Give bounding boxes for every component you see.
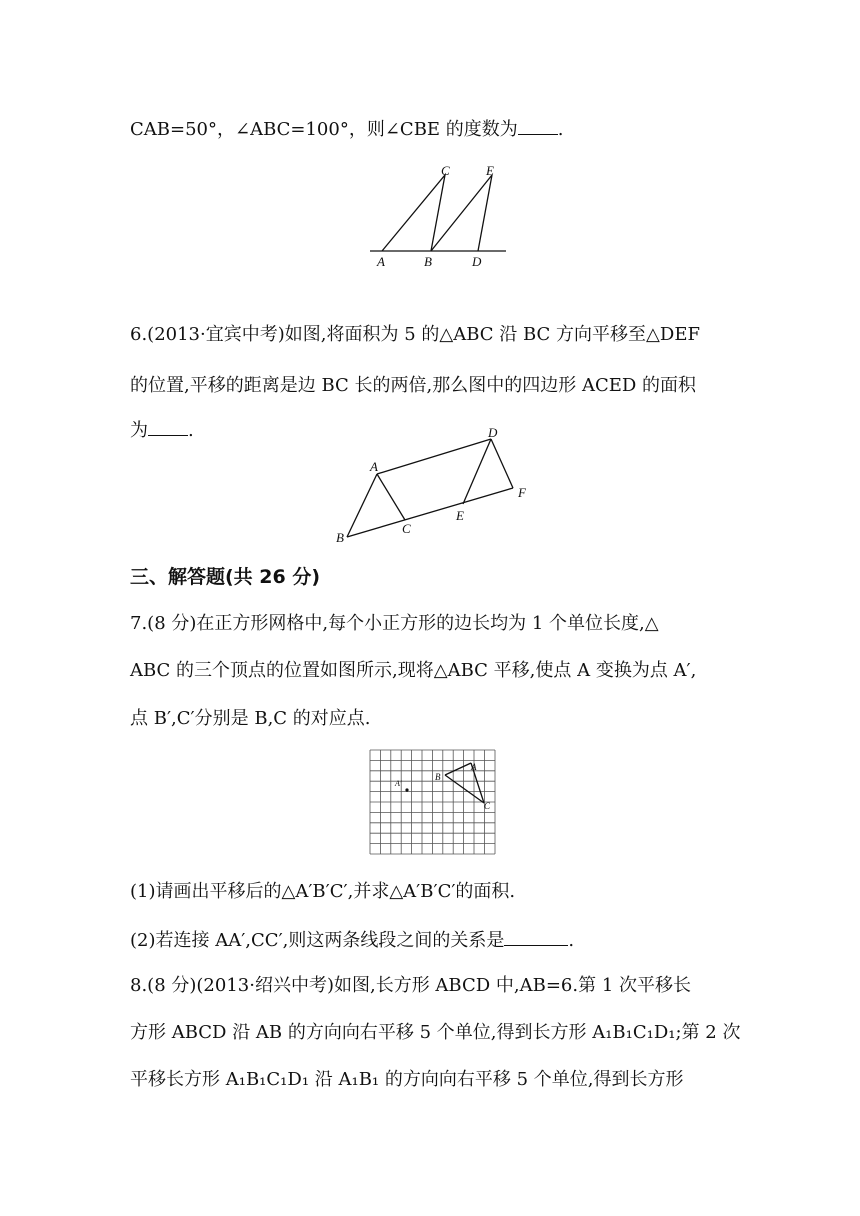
q7-sub-1: (1)请画出平移后的△A′B′C′,并求△A′B′C′的面积. bbox=[130, 881, 516, 902]
figure-parallel-translation bbox=[360, 160, 520, 272]
figure-grid-triangle bbox=[365, 745, 500, 857]
q8-line-3 bbox=[130, 1068, 684, 1092]
label-e: E bbox=[486, 163, 494, 178]
q8-line-2 bbox=[130, 1021, 740, 1045]
label-a: A bbox=[370, 459, 378, 474]
label-a: A bbox=[471, 762, 477, 772]
answer-blank bbox=[504, 927, 568, 946]
q8-line-2-start: 方形 ABCD 沿 AB 的方向向右平移 5 个单位,得到长方形 bbox=[130, 1022, 593, 1043]
label-d: D bbox=[472, 254, 482, 269]
q7-sub-2 bbox=[130, 927, 574, 953]
point-a-prime bbox=[405, 788, 408, 791]
label-c: C bbox=[402, 521, 411, 536]
segment-ab bbox=[347, 474, 377, 537]
q7-line-3: 点 B′,C′分别是 B,C 的对应点. bbox=[130, 708, 371, 729]
q8-seg-a1b1: A₁B₁ bbox=[338, 1069, 380, 1090]
q7-line-1: 7.(8 分)在正方形网格中,每个小正方形的边长均为 1 个单位长度,△ bbox=[130, 613, 659, 634]
label-a-prime: A′ bbox=[395, 779, 402, 788]
q8-line-1: 8.(8 分)(2013·绍兴中考)如图,长方形 ABCD 中,AB=6.第 1 次平移长 bbox=[130, 975, 691, 996]
q7-sub-2-start: (2)若连接 AA′,CC′,则这两条线段之间的关系是 bbox=[130, 930, 505, 951]
label-a: A bbox=[377, 254, 385, 269]
q8-rect-a1b1c1d1: A₁B₁C₁D₁ bbox=[225, 1069, 310, 1090]
q6-line-3 bbox=[130, 417, 194, 443]
label-c: C bbox=[441, 163, 450, 178]
q7-line-2: ABC 的三个顶点的位置如图所示,现将△ABC 平移,使点 A 变换为点 A′, bbox=[130, 660, 697, 681]
q6-line-1: 6.(2013·宜宾中考)如图,将面积为 5 的△ABC 沿 BC 方向平移至△DEF bbox=[130, 324, 700, 345]
label-e: E bbox=[456, 508, 464, 523]
q7-sub-2-end: . bbox=[568, 930, 575, 951]
label-b: B bbox=[424, 254, 432, 269]
q5-text-line bbox=[130, 116, 564, 142]
answer-blank bbox=[518, 116, 558, 135]
label-b: B bbox=[435, 772, 441, 782]
q8-line-3-mid: 沿 bbox=[309, 1069, 339, 1090]
triangle-bde bbox=[431, 175, 492, 251]
segment-de bbox=[463, 439, 491, 504]
q5-end: . bbox=[557, 119, 564, 140]
label-d: D bbox=[488, 425, 498, 440]
label-b: B bbox=[336, 530, 344, 545]
q8-rect-a1b1c1d1: A₁B₁C₁D₁ bbox=[592, 1022, 676, 1043]
q6-line-3-start: 为 bbox=[130, 420, 148, 441]
segment-ad bbox=[377, 439, 491, 474]
q5-text: CAB=50°，∠ABC=100°，则∠CBE 的度数为 bbox=[130, 119, 518, 140]
q6-line-3-end: . bbox=[188, 420, 194, 441]
label-f: F bbox=[518, 485, 526, 500]
section-heading: 三、解答题(共 26 分) bbox=[130, 566, 321, 588]
segment-bf bbox=[347, 488, 513, 537]
triangle-abc bbox=[382, 175, 445, 251]
q8-line-3-start: 平移长方形 bbox=[130, 1069, 226, 1090]
segment-ac bbox=[377, 474, 405, 520]
figure-parallelogram-translation bbox=[330, 425, 540, 550]
q6-line-2: 的位置,平移的距离是边 BC 长的两倍,那么图中的四边形 ACED 的面积 bbox=[130, 375, 697, 396]
q8-line-2-end: ;第 2 次 bbox=[675, 1022, 741, 1043]
triangle-abc bbox=[445, 763, 484, 803]
q8-line-3-end: 的方向向右平移 5 个单位,得到长方形 bbox=[379, 1069, 684, 1090]
label-c: C bbox=[484, 801, 491, 811]
answer-blank bbox=[148, 417, 188, 436]
segment-df bbox=[491, 439, 513, 488]
